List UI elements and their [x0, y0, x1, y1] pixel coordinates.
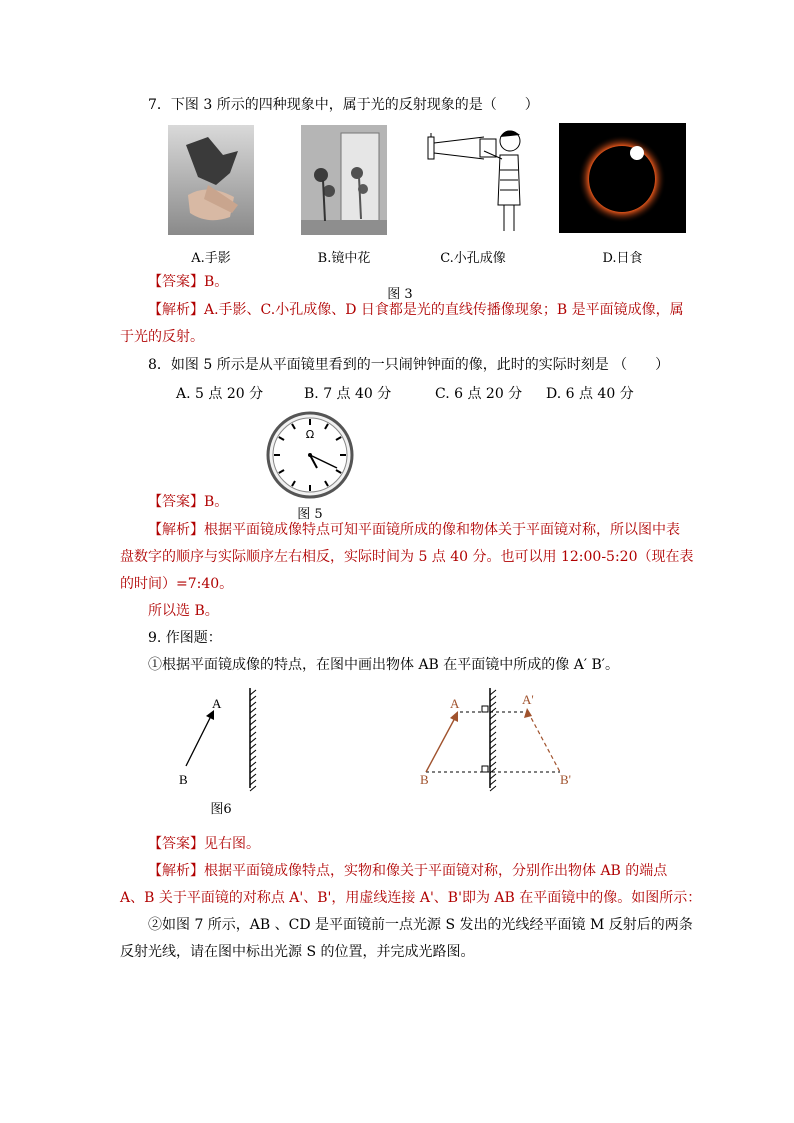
q7-analysis-1	[148, 300, 684, 320]
q9-part2-1: ②如图 7 所示，AB 、CD 是平面镜前一点光源 S 发出的光线经平面镜 M 反射后的两条	[148, 917, 693, 933]
mirror-hatch	[490, 696, 496, 701]
mirror-hatch	[490, 726, 496, 731]
fig6-label-b: B	[179, 772, 188, 787]
solar-eclipse-image	[559, 123, 686, 233]
q8-option-a: A. 5 点 20 分	[176, 386, 264, 402]
mirror-hatch	[250, 756, 256, 761]
mirror-hatch	[250, 708, 256, 713]
mirror-hatch	[250, 744, 256, 749]
answer-label-b-prime: B'	[560, 772, 572, 787]
q9-analysis-2: A、B 关于平面镜的对称点 A'、B'，用虚线连接 A'、B'即为 AB 在平面镜中的像。如图所示：	[120, 890, 702, 906]
mirror-hatch	[250, 696, 256, 701]
option-d-label: D.日食	[602, 251, 643, 266]
mirror-hatch	[250, 786, 256, 791]
answer-text: B。	[204, 274, 229, 290]
q8-option-d: D. 6 点 40 分	[546, 386, 634, 402]
option-c-label: C.小孔成像	[440, 251, 506, 266]
q9-part2-2: 反射光线，请在图中标出光源 S 的位置，并完成光路图。	[120, 944, 475, 960]
answer-text: 见右图。	[204, 836, 260, 852]
q7-answer	[148, 272, 228, 292]
figure-6-caption: 图6	[210, 802, 232, 817]
figure-3-caption: 图 3	[387, 287, 413, 302]
analysis-text: 根据平面镜成像特点，实物和像关于平面镜对称，分别作出物体 AB 的端点	[204, 863, 668, 879]
analysis-label: 【解析】	[148, 863, 204, 879]
figure-5-caption: 图 5	[297, 507, 323, 522]
q8-analysis-1	[148, 520, 680, 540]
flower-mirror-image	[301, 125, 387, 235]
mirror-hatch	[490, 720, 496, 725]
mirror-hatch	[250, 738, 256, 743]
analysis-label: 【解析】	[148, 302, 204, 318]
answer-label: 【答案】	[148, 836, 204, 852]
q9-title: 9. 作图题：	[148, 630, 222, 646]
analysis-text: A.手影、C.小孔成像、D 日食都是光的直线传播像现象；B 是平面镜成像，属	[204, 302, 684, 318]
q8-option-c: C. 6 点 20 分	[435, 386, 523, 402]
pinhole-camera-image	[418, 125, 528, 235]
mirror-hatch	[250, 690, 256, 695]
answer-label: 【答案】	[148, 494, 204, 510]
option-b-label: B.镜中花	[317, 251, 371, 266]
mirror-hatch	[490, 774, 496, 779]
figure-6-diagram	[170, 684, 280, 794]
mirror-hatch	[490, 738, 496, 743]
mirror-hatch	[250, 762, 256, 767]
clock-face-image	[265, 410, 355, 500]
analysis-label: 【解析】	[148, 522, 204, 538]
fig6-label-a: A	[212, 696, 222, 711]
answer-text: B。	[204, 494, 229, 510]
mirror-hatch	[490, 780, 496, 785]
mirror-hatch	[250, 726, 256, 731]
answer-label-a: A	[450, 696, 460, 711]
mirror-hatch	[490, 786, 496, 791]
q8-question: 8．如图 5 所示是从平面镜里看到的一只闹钟钟面的像，此时的实际时刻是 （ ）	[148, 357, 670, 373]
q8-answer	[148, 492, 228, 512]
q7-question: 7．下图 3 所示的四种现象中，属于光的反射现象的是（ ）	[148, 97, 539, 113]
option-a-label: A.手影	[191, 251, 231, 266]
mirror-hatch	[250, 714, 256, 719]
mirror-hatch	[490, 744, 496, 749]
q8-analysis-3: 的时间）=7:40。	[120, 576, 234, 592]
mirror-hatch	[250, 750, 256, 755]
mirror-hatch	[490, 762, 496, 767]
answer-label-b: B	[420, 772, 429, 787]
mirror-hatch	[490, 690, 496, 695]
answer-label: 【答案】	[148, 274, 204, 290]
analysis-text: 根据平面镜成像特点可知平面镜所成的像和物体关于平面镜对称，所以图中表	[204, 522, 680, 538]
hand-shadow-image	[168, 125, 254, 235]
mirror-hatch	[490, 702, 496, 707]
mirror-hatch	[490, 750, 496, 755]
clock-symbol: Ω	[305, 428, 315, 441]
q9-part1: ①根据平面镜成像的特点，在图中画出物体 AB 在平面镜中所成的像 A′ B′。	[148, 657, 619, 673]
mirror-hatch	[490, 732, 496, 737]
mirror-hatch	[250, 732, 256, 737]
mirror-hatch	[250, 780, 256, 785]
mirror-hatch	[250, 774, 256, 779]
q8-analysis-2: 盘数字的顺序与实际顺序左右相反，实际时间为 5 点 40 分。也可以用 12:00-5:20（现在表	[120, 549, 694, 565]
answer-diagram	[410, 684, 590, 794]
mirror-hatch	[490, 756, 496, 761]
q9-answer	[148, 834, 260, 854]
mirror-hatch	[490, 714, 496, 719]
mirror-hatch	[250, 720, 256, 725]
q8-option-b: B. 7 点 40 分	[304, 386, 392, 402]
mirror-hatch	[250, 702, 256, 707]
q9-analysis-1	[148, 861, 667, 881]
q7-analysis-2: 于光的反射。	[120, 329, 204, 345]
answer-label-a-prime: A'	[522, 692, 534, 707]
q8-conclusion: 所以选 B。	[148, 603, 219, 619]
mirror-hatch	[250, 768, 256, 773]
